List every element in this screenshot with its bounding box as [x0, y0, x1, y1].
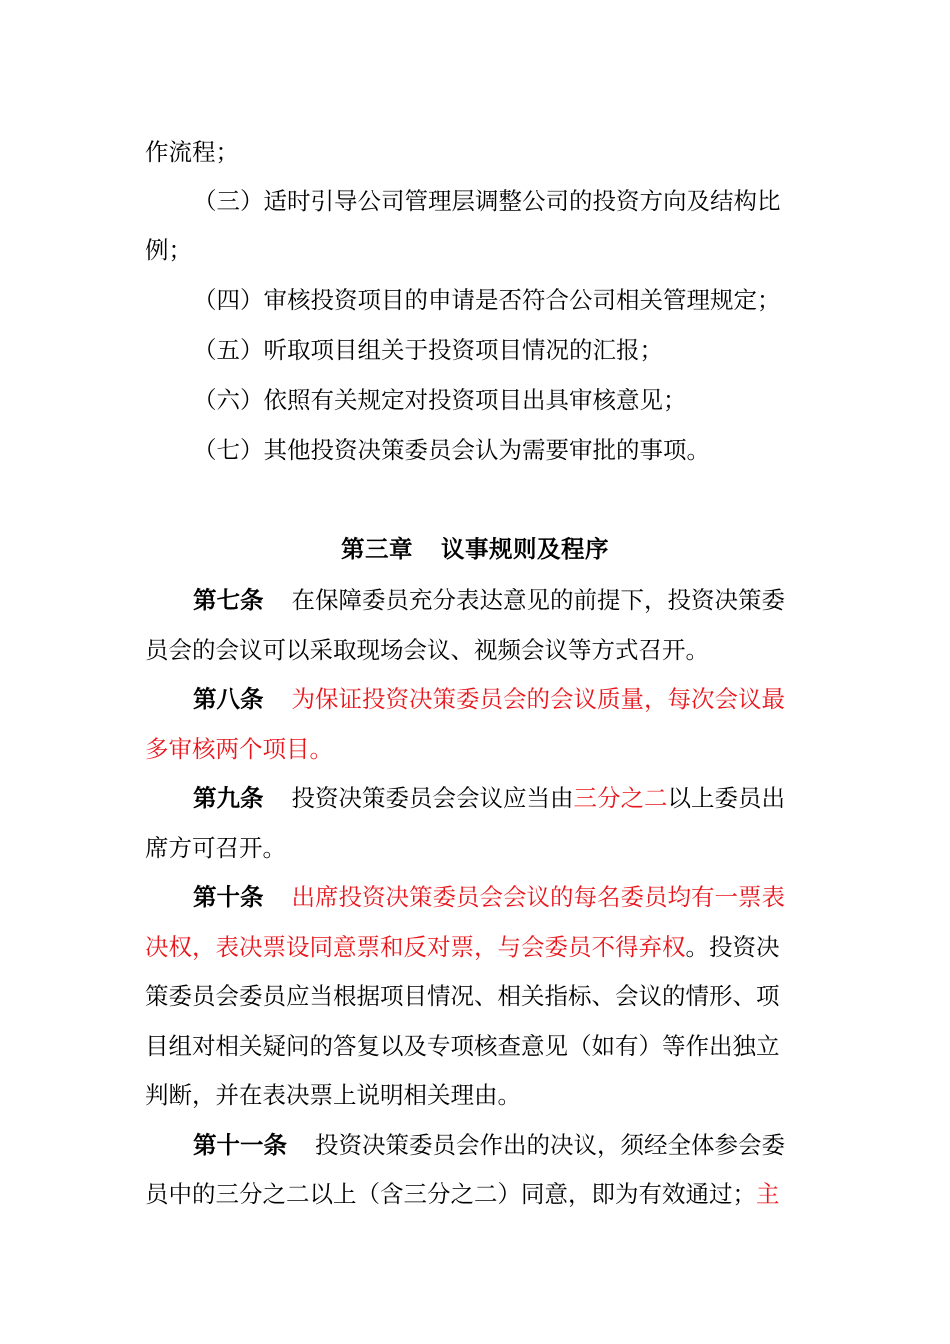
article-8-line1 — [193, 682, 785, 716]
article-9-line2: 席方可召开。 — [145, 834, 286, 862]
article-11-text-cont: 员中的三分之二以上（含三分之二）同意，即为有效通过； — [145, 1180, 756, 1208]
chapter-title: 议事规则及程序 — [441, 535, 609, 563]
article-10-line3: 策委员会委员应当根据项目情况、相关指标、会议的情形、项 — [145, 982, 780, 1010]
article-10-line1 — [193, 880, 785, 914]
item3-line1: （三）适时引导公司管理层调整公司的投资方向及结构比 — [193, 187, 781, 215]
article-7-line2: 员会的会议可以采取现场会议、视频会议等方式召开。 — [145, 636, 709, 664]
item7: （七）其他投资决策委员会认为需要审批的事项。 — [193, 436, 710, 464]
article-10-label: 第十条 — [193, 883, 264, 911]
article-11-label: 第十一条 — [193, 1131, 287, 1159]
article-9-highlight: 三分之二 — [573, 784, 668, 812]
article-11-line2 — [145, 1177, 780, 1211]
article-10-text-cont: 。投资决 — [685, 933, 780, 961]
article-10-line5: 判断，并在表决票上说明相关理由。 — [145, 1081, 521, 1109]
article-8-text: 为保证投资决策委员会的会议质量，每次会议最 — [291, 685, 785, 713]
item3-line2: 例； — [145, 236, 192, 264]
article-7-line1 — [193, 583, 785, 617]
article-7-text: 在保障委员充分表达意见的前提下，投资决策委 — [291, 586, 785, 614]
article-9-line1 — [193, 781, 785, 815]
article-10-highlight: 决权，表决票设同意票和反对票，与会委员不得弃权 — [145, 933, 686, 961]
chapter-heading — [0, 532, 950, 566]
article-10-text: 出席投资决策委员会会议的每名委员均有一票表 — [291, 883, 785, 911]
article-11-highlight: 主 — [756, 1180, 780, 1208]
article-10-line2 — [145, 930, 780, 964]
chapter-number: 第三章 — [341, 535, 413, 563]
article-10-line4: 目组对相关疑问的答复以及专项核查意见（如有）等作出独立 — [145, 1032, 780, 1060]
item6: （六）依照有关规定对投资项目出具审核意见； — [193, 386, 687, 414]
item4: （四）审核投资项目的申请是否符合公司相关管理规定； — [193, 286, 781, 314]
article-11-text: 投资决策委员会作出的决议，须经全体参会委 — [315, 1131, 785, 1159]
item2-end: 作流程； — [145, 138, 239, 166]
article-9-text-part3: 以上委员出 — [667, 784, 785, 812]
article-9-label: 第九条 — [193, 784, 264, 812]
article-8-line2: 多审核两个项目。 — [145, 735, 333, 763]
article-7-label: 第七条 — [193, 586, 264, 614]
article-11-line1 — [193, 1128, 785, 1162]
item5: （五）听取项目组关于投资项目情况的汇报； — [193, 336, 663, 364]
article-9-text-part1: 投资决策委员会会议应当由 — [291, 784, 574, 812]
article-8-label: 第八条 — [193, 685, 264, 713]
